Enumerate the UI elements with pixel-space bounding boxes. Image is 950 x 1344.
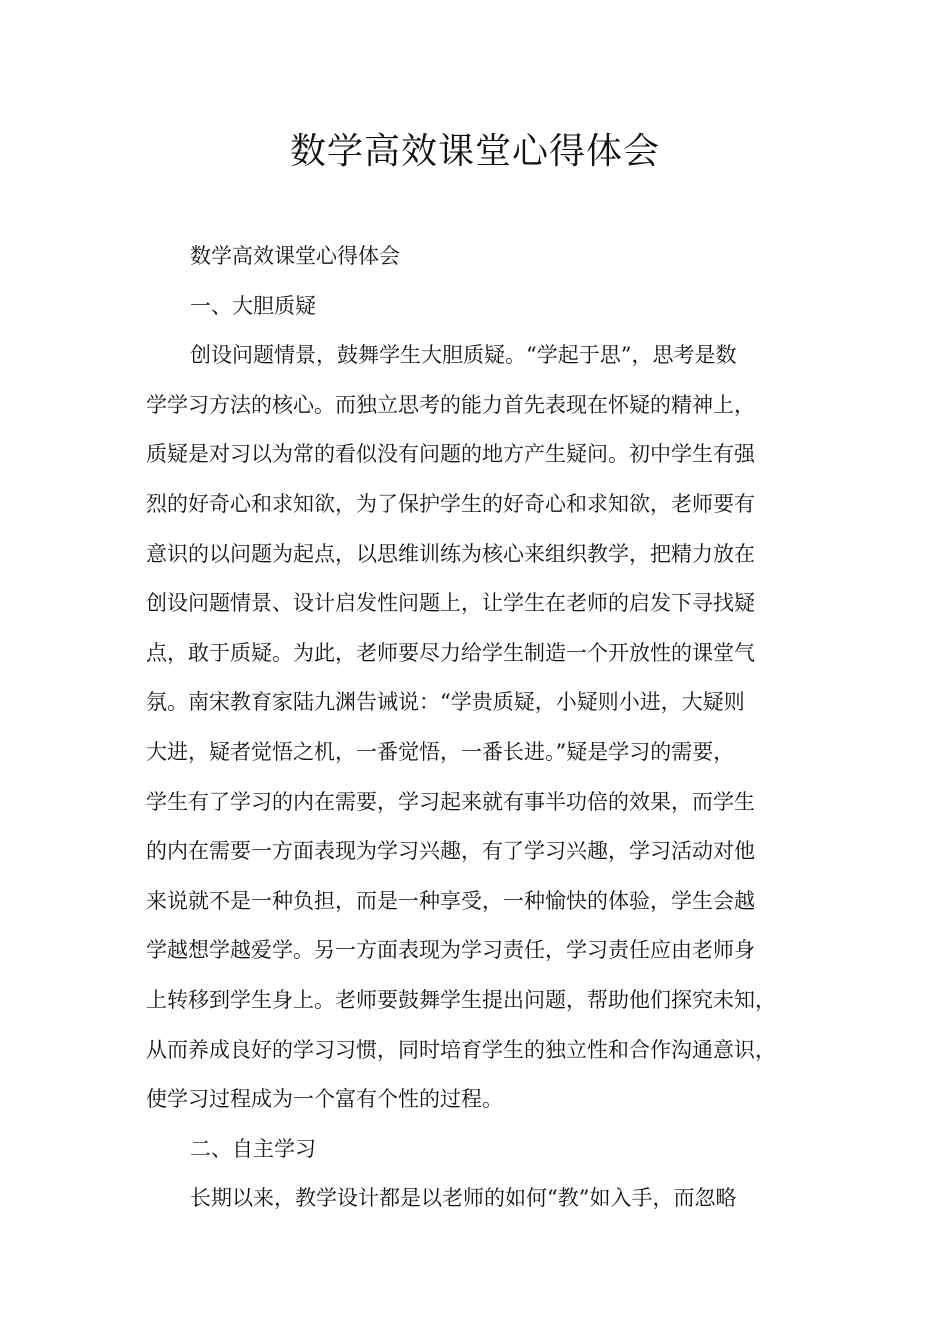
- paragraph-line: 氛。南宋教育家陆九渊告诫说：“学贵质疑，小疑则小进，大疑则: [146, 690, 745, 715]
- paragraph-line: 意识的以问题为起点，以思维训练为核心来组织教学，把精力放在: [146, 541, 755, 566]
- document-title: 数学高效课堂心得体会: [289, 131, 660, 172]
- paragraph-line: 上转移到学生身上。老师要鼓舞学生提出问题，帮助他们探究未知，: [146, 987, 776, 1012]
- paragraph-line: 长期以来，教学设计都是以老师的如何“教”如入手，而忽略: [190, 1186, 737, 1211]
- paragraph-line: 烈的好奇心和求知欲，为了保护学生的好奇心和求知欲，老师要有: [146, 491, 755, 516]
- paragraph-line: 创设问题情景、设计启发性问题上，让学生在老师的启发下寻找疑: [146, 591, 755, 616]
- paragraph-line: 使学习过程成为一个富有个性的过程。: [146, 1087, 503, 1112]
- paragraph-line: 学越想学越爱学。另一方面表现为学习责任，学习责任应由老师身: [146, 938, 755, 963]
- paragraph-line: 点，敢于质疑。为此，老师要尽力给学生制造一个开放性的课堂气: [146, 640, 755, 665]
- paragraph-line: 学生有了学习的内在需要，学习起来就有事半功倍的效果，而学生: [146, 789, 755, 814]
- paragraph-line: 的内在需要一方面表现为学习兴趣，有了学习兴趣，学习活动对他: [146, 839, 755, 864]
- subtitle-line: 数学高效课堂心得体会: [190, 244, 400, 268]
- paragraph-line: 来说就不是一种负担，而是一种享受，一种愉快的体验，学生会越: [146, 888, 755, 913]
- paragraph-line: 创设问题情景，鼓舞学生大胆质疑。“学起于思”，思考是数: [190, 343, 737, 368]
- section-heading: 二、自主学习: [190, 1136, 316, 1161]
- paragraph-line: 从而养成良好的学习习惯，同时培育学生的独立性和合作沟通意识，: [146, 1037, 776, 1062]
- document-body: [146, 232, 818, 1224]
- paragraph-line: 学学习方法的核心。而独立思考的能力首先表现在怀疑的精神上，: [146, 392, 755, 417]
- paragraph-line: 质疑是对习以为常的看似没有问题的地方产生疑问。初中学生有强: [146, 442, 755, 467]
- paragraph-line: 大进，疑者觉悟之机，一番觉悟，一番长进。”疑是学习的需要，: [146, 739, 735, 764]
- section-heading: 一、大胆质疑: [190, 293, 316, 318]
